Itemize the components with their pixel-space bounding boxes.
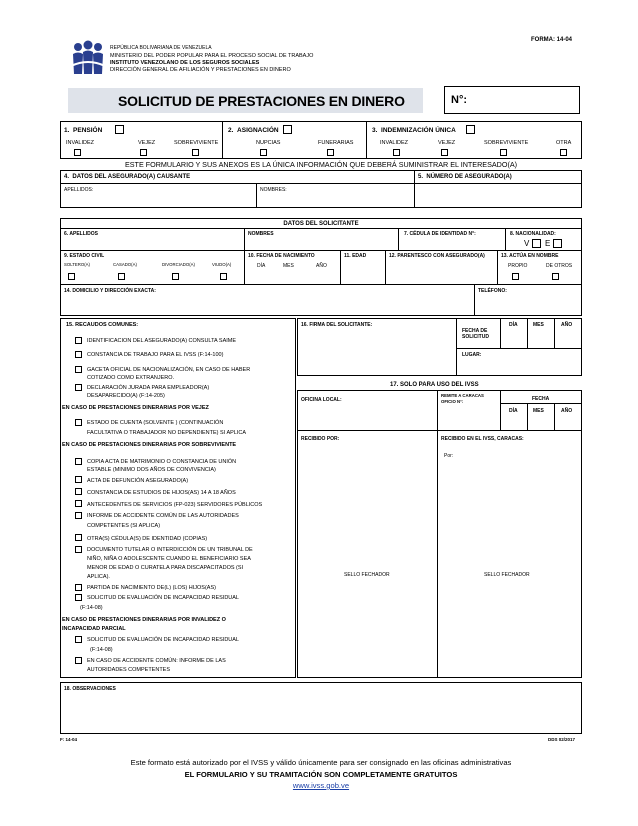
number-box[interactable] bbox=[444, 86, 580, 114]
phone-field[interactable]: TELÉFONO: bbox=[478, 288, 507, 294]
acts-others-checkbox[interactable] bbox=[552, 273, 559, 280]
req-gazette-checkbox[interactable] bbox=[75, 366, 82, 373]
s2-title: ASIGNACIÓN bbox=[237, 127, 279, 134]
s3-title: INDEMNIZACIÓN ÚNICA bbox=[381, 127, 456, 134]
req-dis-accident-checkbox[interactable] bbox=[75, 657, 82, 664]
number-label: N°: bbox=[451, 94, 468, 106]
nationality-v-checkbox[interactable] bbox=[532, 239, 541, 248]
requirements-title: 15. RECAUDOS COMUNES: bbox=[66, 322, 139, 328]
footer-line1: Este formato está autorizado por el IVSS y válido únicamente para ser consignado en las oficinas administrativas bbox=[130, 758, 512, 767]
insured-title: DATOS DEL ASEGURADO(A) CAUSANTE bbox=[72, 174, 191, 180]
footer-url-link[interactable]: www.ivss.gob.ve bbox=[292, 781, 350, 790]
nationality-e-checkbox[interactable] bbox=[553, 239, 562, 248]
req-tutelar-checkbox[interactable] bbox=[75, 546, 82, 553]
observations-title: 18. OBSERVACIONES bbox=[64, 686, 116, 692]
date-stamp-2: SELLO FECHADOR bbox=[484, 572, 530, 578]
indem-vejez-checkbox[interactable] bbox=[441, 149, 448, 156]
disability-title: EN CASO DE PRESTACIONES DINERARIAS POR INVALIDEZ O bbox=[62, 617, 226, 623]
civil-soltero-checkbox[interactable] bbox=[68, 273, 75, 280]
req-marriage-checkbox[interactable] bbox=[75, 458, 82, 465]
pension-vejez-checkbox[interactable] bbox=[140, 149, 147, 156]
date-stamp-1: SELLO FECHADOR bbox=[344, 572, 390, 578]
received-ivss-field[interactable]: RECIBIDO EN EL IVSS, CARACAS: bbox=[441, 436, 524, 442]
insured-surnames-field[interactable]: APELLIDOS: bbox=[64, 187, 94, 193]
pension-invalidez-checkbox[interactable] bbox=[74, 149, 81, 156]
req-accident-checkbox[interactable] bbox=[75, 512, 82, 519]
footer-code-right: DDS 02/2017 bbox=[548, 737, 576, 742]
header-line2: MINISTERIO DEL PODER POPULAR PARA EL PROCESO SOCIAL DE TRABAJO bbox=[110, 53, 314, 59]
indemnizacion-checkbox[interactable] bbox=[466, 125, 475, 134]
indem-otra-checkbox[interactable] bbox=[560, 149, 567, 156]
civil-viudo-checkbox[interactable] bbox=[220, 273, 227, 280]
survivor-title: EN CASO DE PRESTACIONES DINERARIAS POR SOBREVIVIENTE bbox=[62, 442, 237, 448]
indem-invalidez-checkbox[interactable] bbox=[393, 149, 400, 156]
civil-divorciado-checkbox[interactable] bbox=[172, 273, 179, 280]
received-by-field[interactable]: RECIBIDO POR: bbox=[301, 436, 340, 442]
footer-code-left: F: 14-04 bbox=[60, 737, 78, 742]
header-line1: REPÚBLICA BOLIVARIANA DE VENEZUELA bbox=[110, 45, 212, 51]
acts-own-checkbox[interactable] bbox=[512, 273, 519, 280]
req-sworn-checkbox[interactable] bbox=[75, 384, 82, 391]
req-studies-checkbox[interactable] bbox=[75, 488, 82, 495]
notice-text: ESTE FORMULARIO Y SUS ANEXOS ES LA ÚNICA INFORMACIÓN QUE DEBERÁ SUMINISTRAR EL INTERESADO(A) bbox=[124, 160, 518, 169]
observations-section[interactable] bbox=[60, 682, 582, 734]
req-work-checkbox[interactable] bbox=[75, 351, 82, 358]
asignacion-checkbox[interactable] bbox=[283, 125, 292, 134]
indem-sobreviviente-checkbox[interactable] bbox=[500, 149, 507, 156]
ivss-section bbox=[297, 390, 582, 678]
funerarias-checkbox[interactable] bbox=[327, 149, 334, 156]
ivss-logo-icon bbox=[69, 40, 107, 76]
office-field[interactable]: OFICINA LOCAL: bbox=[301, 397, 342, 403]
insured-number-title: NÚMERO DE ASEGURADO(A) bbox=[426, 174, 512, 180]
address-field[interactable]: 14. DOMICILIO Y DIRECCIÓN EXACTA: bbox=[64, 288, 156, 294]
req-death-checkbox[interactable] bbox=[75, 476, 82, 483]
req-ids-checkbox[interactable] bbox=[75, 534, 82, 541]
title-bar bbox=[68, 88, 423, 113]
req-eval-checkbox[interactable] bbox=[75, 594, 82, 601]
footer-line2: EL FORMULARIO Y SU TRAMITACIÓN SON COMPLETAMENTE GRATUITOS bbox=[184, 770, 458, 779]
insured-names-field[interactable]: NOMBRES: bbox=[260, 187, 287, 193]
ivss-title: 17. SOLO PARA USO DEL IVSS bbox=[390, 382, 479, 388]
signature-field[interactable]: 16. FIRMA DEL SOLICITANTE: bbox=[301, 322, 373, 328]
pension-sobreviviente-checkbox[interactable] bbox=[192, 149, 199, 156]
req-dis-eval-checkbox[interactable] bbox=[75, 636, 82, 643]
s1-title: PENSIÓN bbox=[73, 127, 103, 134]
civil-casado-checkbox[interactable] bbox=[118, 273, 125, 280]
pension-checkbox[interactable] bbox=[115, 125, 124, 134]
header-line4: DIRECCIÓN GENERAL DE AFILIACIÓN Y PRESTACIONES EN DINERO bbox=[110, 67, 291, 73]
nupcias-checkbox[interactable] bbox=[260, 149, 267, 156]
place-field[interactable]: LUGAR: bbox=[462, 352, 482, 358]
oldage-title: EN CASO DE PRESTACIONES DINERARIAS POR VEJEZ bbox=[62, 405, 209, 411]
form-code: FORMA: 14-04 bbox=[531, 37, 573, 43]
req-saime-checkbox[interactable] bbox=[75, 337, 82, 344]
applicant-title: DATOS DEL SOLICITANTE bbox=[283, 221, 359, 227]
req-service-checkbox[interactable] bbox=[75, 500, 82, 507]
req-account-checkbox[interactable] bbox=[75, 419, 82, 426]
header-line3: INSTITUTO VENEZOLANO DE LOS SEGUROS SOCIALES bbox=[110, 60, 260, 66]
req-birth-checkbox[interactable] bbox=[75, 584, 82, 591]
page-title: SOLICITUD DE PRESTACIONES EN DINERO bbox=[118, 92, 405, 109]
